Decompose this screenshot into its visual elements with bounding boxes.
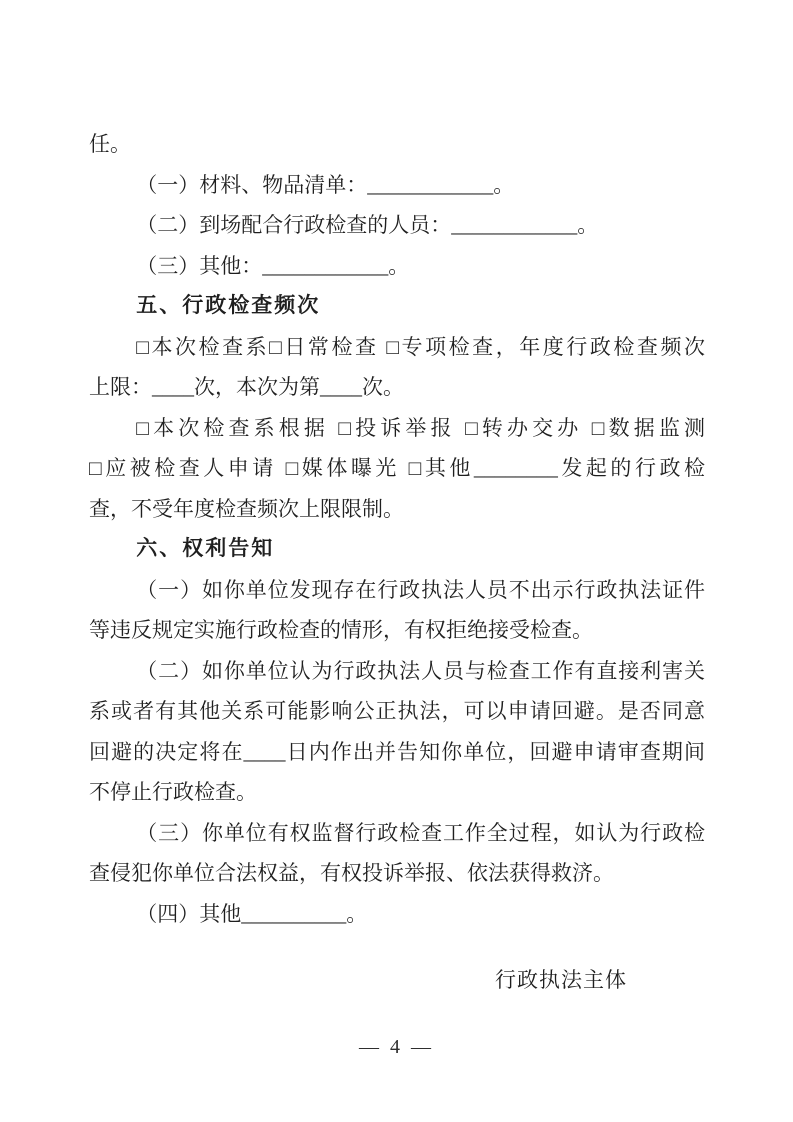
text-line: （三）其他：____________。 <box>136 253 410 278</box>
section-heading: 五、行政检查频次 <box>136 294 321 317</box>
text-line: 查，不受年度检查频次上限限制。 <box>89 496 404 521</box>
text-line: 系或者有其他关系可能影响公正执法，可以申请回避。是否同意 <box>89 699 705 723</box>
signature-enforcement-authority: 行政执法主体 <box>495 968 627 992</box>
text-line: 上限：____次，本次为第____次。 <box>89 375 404 399</box>
section-heading: 六、权利告知 <box>136 537 275 560</box>
text-line: （一）材料、物品清单：____________。 <box>136 172 515 197</box>
text-line: □本次检查系□日常检查 □专项检查，年度行政检查频次 <box>136 334 705 359</box>
text-line: （四）其他__________。 <box>136 901 368 926</box>
text-line: 不停止行政检查。 <box>89 780 257 804</box>
text-line: 任。 <box>89 132 131 156</box>
text-line: （二）如你单位认为行政执法人员与检查工作有直接利害关 <box>136 658 705 683</box>
text-line: 查侵犯你单位合法权益，有权投诉举报、依法获得救济。 <box>89 861 614 885</box>
document-body <box>89 124 705 1001</box>
text-line: □应被检查人申请 □媒体曝光 □其他________发起的行政检 <box>89 456 705 480</box>
text-line: （一）如你单位发现存在行政执法人员不出示行政执法证件 <box>136 577 705 602</box>
text-line: 等违反规定实施行政检查的情形，有权拒绝接受检查。 <box>89 618 593 642</box>
page-number: — 4 — <box>359 1036 434 1058</box>
text-line: （三）你单位有权监督行政检查工作全过程，如认为行政检 <box>136 820 705 845</box>
text-line: □本次检查系根据 □投诉举报 □转办交办 □数据监测 <box>136 415 705 440</box>
text-line: （二）到场配合行政检查的人员：____________。 <box>136 213 599 237</box>
text-line: 回避的决定将在____日内作出并告知你单位，回避申请审查期间 <box>89 739 705 764</box>
